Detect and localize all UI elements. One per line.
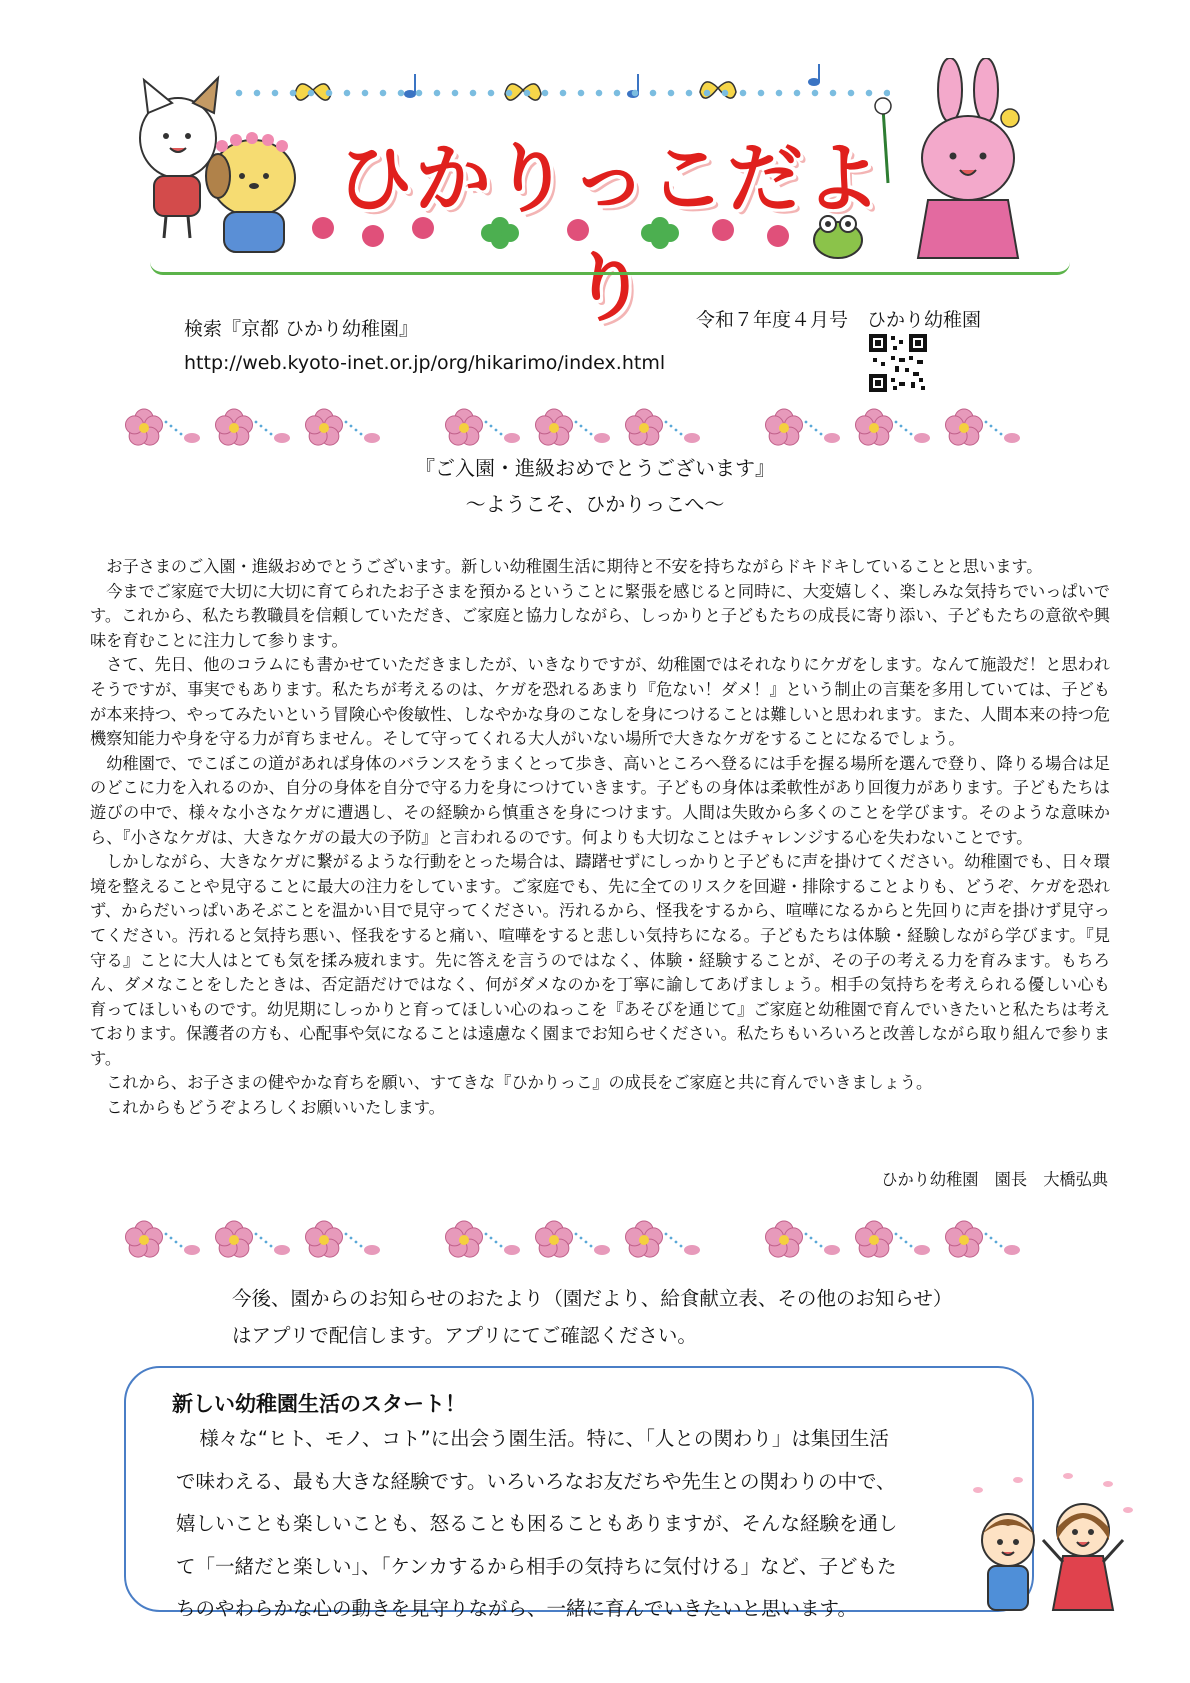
petal-icon [594, 1245, 610, 1255]
box-line: 様々な“ヒト、モノ、コト”に出会う園生活。特に、「人との関わり」は集団生活 [199, 1427, 889, 1450]
petal-icon [824, 1245, 840, 1255]
notice-line: はアプリで配信します。アプリにてご確認ください。 [232, 1324, 697, 1347]
blossom-icon [305, 409, 342, 445]
petal-icon [594, 433, 610, 443]
greeting-subheading: ～ようこそ、ひかりっこへ～ [465, 492, 725, 516]
box-title: 新しい幼稚園生活のスタート！ [172, 1392, 466, 1416]
notice-line: 今後、園からのお知らせのおたより（園だより、給食献立表、その他のお知らせ） [232, 1287, 953, 1310]
message-paragraph: 今までご家庭で大切に大切に育てられたお子さまを預かるということに緊張を感じると同時に、大変嬉しく、楽しみな気持ちでいっぱいです。これから、私たち教職員を信頼していただき、ご家庭と協力しながら、しっかりと子どもたちの成長に寄り添い、子どもたちの意欲や興味を育むことに注力して参ります。 [90, 581, 1110, 650]
children-icon [958, 1470, 1138, 1630]
blossom-icon [765, 409, 802, 445]
message-paragraph: しかしながら、大きなケガに繋がるような行動をとった場合は、躊躇せずにしっかりと子どもに声を掛けてください。幼稚園でも、日々環境を整えることや見守ることに最大の注力をしています。ご家庭でも、先に全てのリスクを回避・排除することよりも、どうぞ、ケガを恐れず、からだいっぱいあそぶことを温かい目で見守ってください。汚れるから、怪我をするから、喧嘩になるからと先回りに声を掛けず見守ってください。汚れると気持ち悪い、怪我をすると痛い、喧嘩をすると悲しい気持ちになる。子どもたちは体験・経験しながら学びます。『見守る』ことに大人はとても気を揉み疲れます。先に答えを言うのではなく、体験・経験することが、その子の考える力を育みます。もちろん、ダメなことをしたときは、否定語だけではなく、何がダメなのかを丁寧に諭してあげましょう。相手の気持ちを考えられる優しい心も育ってほしいものです。幼児期にしっかりと育ってほしい心のねっこを『あそびを通じて』ご家庭と幼稚園で育んでいきたいと私たちは考えております。保護者の方も、心配事や気になることは遠慮なく園までお知らせください。私たちもいろいろと改善しながら取り組んで参ります。 [90, 852, 1110, 1068]
petal-icon [824, 433, 840, 443]
blossom-icon [305, 1221, 342, 1257]
petal-icon [274, 433, 290, 443]
blossom-icon [535, 1221, 572, 1257]
box-line: て「一緒だと楽しい」、「ケンカするから相手の気持ちに気付ける」など、子どもた [176, 1554, 897, 1578]
petal-icon [504, 1245, 520, 1255]
petal-icon [504, 433, 520, 443]
box-line: で味わえる、最も大きな経験です。いろいろなお友だちや先生との関わりの中で、 [176, 1469, 896, 1493]
app-notice [232, 1280, 952, 1354]
qr-code-icon [869, 334, 927, 392]
blossom-icon [855, 1221, 892, 1257]
signature: ひかり幼稚園 園長 大橋弘典 [881, 1170, 1108, 1189]
cherry-blossom-divider-icon [120, 1212, 1080, 1272]
blossom-icon [215, 409, 252, 445]
blossom-icon [765, 1221, 802, 1257]
principal-message [90, 555, 1110, 1121]
greeting-heading: 『ご入園・進級おめでとうございます』 [415, 456, 775, 480]
box-line: ちのやわらかな心の動きを見守りながら、一緒に育んでいきたいと思います。 [176, 1597, 857, 1620]
blossom-icon [855, 409, 892, 445]
blossom-icon [125, 1221, 162, 1257]
blossom-icon [625, 409, 662, 445]
box-line: 嬉しいことも楽しいことも、怒ることも困ることもありますが、そんな経験を通し [176, 1512, 898, 1535]
blossom-icon [125, 409, 162, 445]
message-paragraph: お子さまのご入園・進級おめでとうございます。新しい幼稚園生活に期待と不安を持ちながらドキドキしていることと思います。 [106, 557, 1043, 576]
blossom-icon [945, 409, 982, 445]
dotted-decoration [230, 88, 890, 98]
search-text: 検索『京都 ひかり幼稚園』 [184, 318, 419, 340]
box-text [176, 1418, 976, 1631]
message-paragraph: さて、先日、他のコラムにも書かせていただきましたが、いきなりですが、幼稚園ではそれなりにケガをします。なんて施設だ！と思われそうですが、事実でもあります。私たちが考えるのは、ケガを恐れるあまり『危ない！ダメ！』という制止の言葉を多用していては、子どもが本来持つ、やってみたいという冒険心や俊敏性、しなやかな身のこなしを身につけることは難しいと思われます。また、人間本来の持つ危機察知能力や身を守る力が育ちません。そして守ってくれる大人がいない場所で大きなケガをすることになるでしょう。 [90, 655, 1110, 749]
cherry-blossom-divider-icon [120, 400, 1080, 460]
blossom-icon [625, 1221, 662, 1257]
petal-icon [184, 433, 200, 443]
message-paragraph: これから、お子さまの健やかな育ちを願い、すてきな『ひかりっこ』の成長をご家庭と共に育んでいきましょう。 [106, 1073, 933, 1093]
blossom-icon [215, 1221, 252, 1257]
children-illustration [958, 1470, 1138, 1630]
website-url[interactable]: http://web.kyoto-inet.or.jp/org/hikarimo/index.html [184, 352, 666, 374]
petal-icon [184, 1245, 200, 1255]
message-paragraph: 幼稚園で、でこぼこの道があれば身体のバランスをうまくとって歩き、高いところへ登るには手を握る場所を選んで登り、降りる場合は足のどこに力を入れるのか、自分の身体を自分で守る力を身につけていきます。子どもの身体は柔軟性があり回復力があります。子どもたちは遊びの中で、様々な小さなケガに遭遇し、その経験から慎重さを身につけます。人間は失敗から多くのことを学びます。そのような意味から、『小さなケガは、大きなケガの最大の予防』と言われるのです。何よりも大切なことはチャレンジする心を失わないことです。 [90, 753, 1110, 847]
petal-icon [684, 1245, 700, 1255]
petal-icon [914, 433, 930, 443]
blossom-icon [445, 409, 482, 445]
petal-icon [914, 1245, 930, 1255]
petal-icon [274, 1245, 290, 1255]
petal-icon [1004, 433, 1020, 443]
blossom-icon [945, 1221, 982, 1257]
newsletter-title: ひかりっこだより [337, 134, 883, 332]
petal-icon [364, 433, 380, 443]
grass-line [150, 262, 1070, 275]
petal-icon [684, 433, 700, 443]
blossom-icon [445, 1221, 482, 1257]
blossom-icon [535, 409, 572, 445]
message-paragraph: これからもどうぞよろしくお願いいたします。 [106, 1098, 445, 1118]
petal-icon [364, 1245, 380, 1255]
issue-info: 令和７年度４月号 ひかり幼稚園 [696, 309, 982, 331]
petal-icon [1004, 1245, 1020, 1255]
